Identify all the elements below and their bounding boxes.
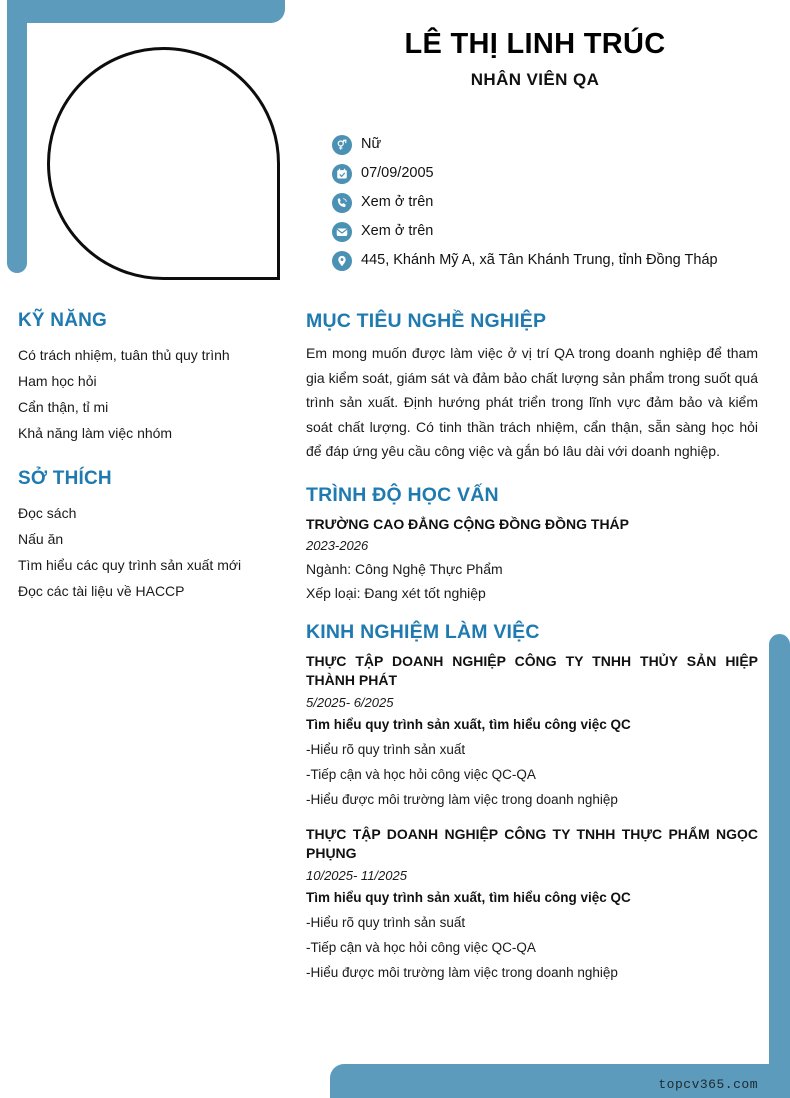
- contact-row-gender: [332, 130, 772, 159]
- contact-value-email: Xem ở trên: [361, 223, 434, 240]
- contact-row-address: [332, 246, 772, 275]
- list-item: Nấu ăn: [18, 531, 64, 547]
- experience-detail: -Hiểu được môi trường làm việc trong doanh nghiệp: [306, 792, 618, 808]
- section-interests: [18, 468, 286, 604]
- section-title-objective: MỤC TIÊU NGHỀ NGHIỆP: [306, 310, 547, 332]
- main-content: [306, 310, 758, 982]
- experience-entry: [306, 825, 758, 980]
- experience-org: THỰC TẬP DOANH NGHIỆP CÔNG TY TNHH THỦY SẢN HIỆP THÀNH PHÁT: [306, 653, 758, 689]
- experience-date: 10/2025- 11/2025: [306, 867, 407, 883]
- contact-list: [332, 130, 772, 275]
- education-school: TRƯỜNG CAO ĐẲNG CỘNG ĐỒNG ĐỒNG THÁP: [306, 515, 629, 532]
- list-item: Có trách nhiệm, tuân thủ quy trình: [18, 347, 230, 363]
- decor-top-band: [7, 0, 285, 23]
- email-icon: [332, 222, 352, 242]
- section-title-interests: SỞ THÍCH: [18, 468, 112, 489]
- list-item: Tìm hiểu các quy trình sản xuất mới: [18, 557, 242, 573]
- experience-role: Tìm hiểu quy trình sản xuất, tìm hiểu công việc QC: [306, 717, 631, 733]
- contact-value-gender: Nữ: [361, 136, 382, 153]
- sidebar: [18, 310, 286, 604]
- page-title: LÊ THỊ LINH TRÚC: [404, 28, 666, 60]
- experience-detail: -Hiểu rõ quy trình sản suất: [306, 914, 466, 930]
- section-title-experience: KINH NGHIỆM LÀM VIỆC: [306, 621, 540, 644]
- education-years: 2023-2026: [306, 538, 369, 554]
- contact-value-address: 445, Khánh Mỹ A, xã Tân Khánh Trung, tỉnh Đồng Tháp: [361, 252, 718, 269]
- education-major: Ngành: Công Nghệ Thực Phẩm: [306, 561, 503, 578]
- gender-icon: [332, 135, 352, 155]
- list-item: Cẩn thận, tỉ mi: [18, 399, 109, 415]
- education-grade: Xếp loại: Đang xét tốt nghiệp: [306, 585, 486, 602]
- contact-value-phone: Xem ở trên: [361, 194, 434, 211]
- education-entry: [306, 515, 758, 602]
- decor-left-bar: [7, 13, 27, 273]
- section-skills: [18, 310, 286, 446]
- watermark-text: topcv365.com: [658, 1077, 758, 1092]
- experience-detail: -Hiểu rõ quy trình sản xuất: [306, 742, 466, 758]
- section-education: [306, 484, 758, 602]
- list-item: Đọc các tài liệu về HACCP: [18, 583, 185, 599]
- contact-row-email: [332, 217, 772, 246]
- list-item: Khả năng làm việc nhóm: [18, 425, 173, 441]
- location-icon: [332, 251, 352, 271]
- calendar-icon: [332, 164, 352, 184]
- avatar-frame: [47, 47, 280, 280]
- phone-icon: [332, 193, 352, 213]
- section-objective: [306, 310, 758, 464]
- experience-detail: -Tiếp cận và học hỏi công việc QC-QA: [306, 767, 536, 783]
- experience-entry: [306, 652, 758, 807]
- contact-row-birthdate: [332, 159, 772, 188]
- decor-right-bar: [769, 634, 790, 1098]
- list-item: Ham học hỏi: [18, 373, 97, 389]
- section-title-education: TRÌNH ĐỘ HỌC VẤN: [306, 483, 499, 506]
- experience-org: THỰC TẬP DOANH NGHIỆP CÔNG TY TNHH THỰC PHẨM NGỌC PHỤNG: [306, 826, 758, 862]
- contact-row-phone: [332, 188, 772, 217]
- section-experience: [306, 621, 758, 980]
- list-item: Đọc sách: [18, 505, 77, 521]
- section-title-skills: KỸ NĂNG: [18, 310, 108, 331]
- avatar: [47, 47, 280, 280]
- experience-detail: -Hiểu được môi trường làm việc trong doanh nghiệp: [306, 964, 618, 980]
- objective-body: Em mong muốn được làm việc ở vị trí QA trong doanh nghiệp để tham gia kiểm soát, giám sát và đảm bảo chất lượng sản phẩm trong suốt quá trình sản xuất. Định hướng phát triển trong lĩnh vực đảm bảo và kiểm soát chất lượng. Có tinh thần trách nhiệm, cẩn thận, sẵn sàng học hỏi để đáp ứng yêu cầu công việc và gắn bó lâu dài với doanh nghiệp.: [306, 345, 758, 459]
- experience-detail: -Tiếp cận và học hỏi công việc QC-QA: [306, 939, 536, 955]
- experience-date: 5/2025- 6/2025: [306, 695, 394, 711]
- header: [300, 28, 770, 90]
- contact-value-birthdate: 07/09/2005: [361, 165, 434, 182]
- experience-role: Tìm hiểu quy trình sản xuất, tìm hiểu công việc QC: [306, 889, 631, 905]
- job-title: NHÂN VIÊN QA: [470, 70, 600, 90]
